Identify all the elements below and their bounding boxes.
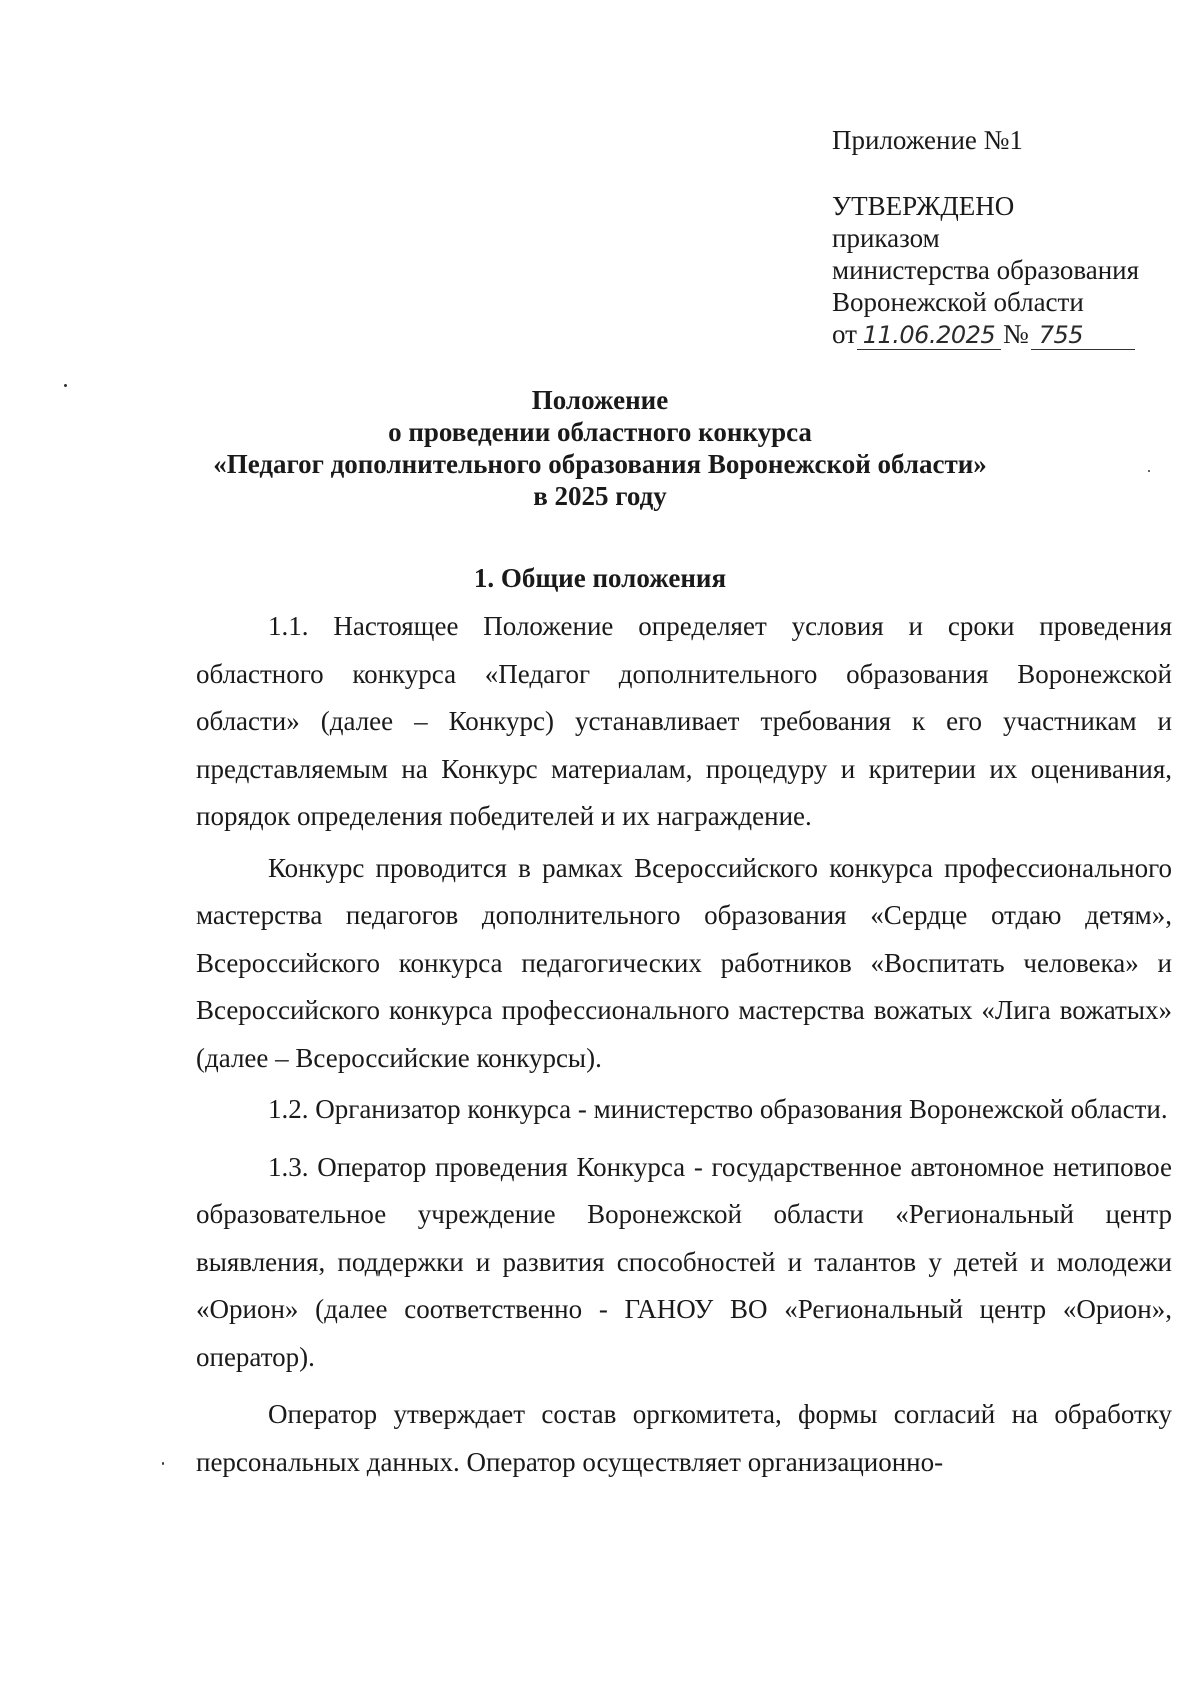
paragraph-1-2: 1.2. Организатор конкурса - министерство образования Воронежской области.: [268, 1094, 1168, 1124]
number-sign: №: [1002, 319, 1029, 349]
date-prefix: от: [832, 319, 857, 349]
scan-speck: [162, 1462, 164, 1465]
approved-stamp-text: УТВЕРЖДЕНО: [832, 191, 1015, 221]
title-line-4: в 2025 году: [533, 481, 667, 511]
document-title: [160, 384, 1040, 512]
paragraph-operator: Оператор утверждает состав оргкомитета, формы согласий на обработку персональных данных. Оператор осуществляет организационно-: [196, 1399, 1172, 1477]
section-heading: 1. Общие положения: [473, 563, 727, 593]
approval-order-line: приказом: [832, 223, 940, 253]
scan-speck: [64, 384, 67, 387]
scan-speck: [1148, 470, 1150, 472]
title-line-1: Положение: [531, 385, 669, 415]
handwritten-date: 11.06.2025: [857, 321, 1001, 350]
annex-label: Приложение №1: [832, 125, 1023, 155]
paragraph-contest-frame: Конкурс проводится в рамках Всероссийского конкурса профессионального мастерства педагогов дополнительного образования «Сердце отдаю детям», Всероссийского конкурса педагогических работников «Воспитать человека» и Всероссийского конкурса профессионального мастерства вожатых «Лига вожатых» (далее – Всероссийские конкурсы).: [196, 852, 1172, 1073]
handwritten-order-number: 755: [1031, 321, 1135, 350]
approval-date-line: [832, 318, 1172, 350]
approval-ministry-line: министерства образования: [832, 255, 1140, 285]
paragraph-1-3: 1.3. Оператор проведения Конкурса - государственное автономное нетиповое образовательное учреждение Воронежской области «Региональный центр выявления, поддержки и развития способностей и талантов у детей и молодежи «Орион» (далее соответственно - ГАНОУ ВО «Региональный центр «Орион», оператор).: [196, 1151, 1172, 1372]
approval-region-line: Воронежской области: [832, 287, 1084, 317]
approval-block: [832, 124, 1172, 350]
paragraph-1-1: 1.1. Настоящее Положение определяет условия и сроки проведения областного конкурса «Педагог дополнительного образования Воронежской области» (далее – Конкурс) устанавливает требования к его участникам и представляемым на Конкурс материалам, процедуру и критерии их оценивания, порядок определения победителей и их награждение.: [196, 611, 1172, 831]
title-line-2: о проведении областного конкурса: [388, 417, 812, 447]
title-line-3: «Педагог дополнительного образования Воронежской области»: [213, 449, 987, 479]
section-body: [196, 603, 1172, 1486]
